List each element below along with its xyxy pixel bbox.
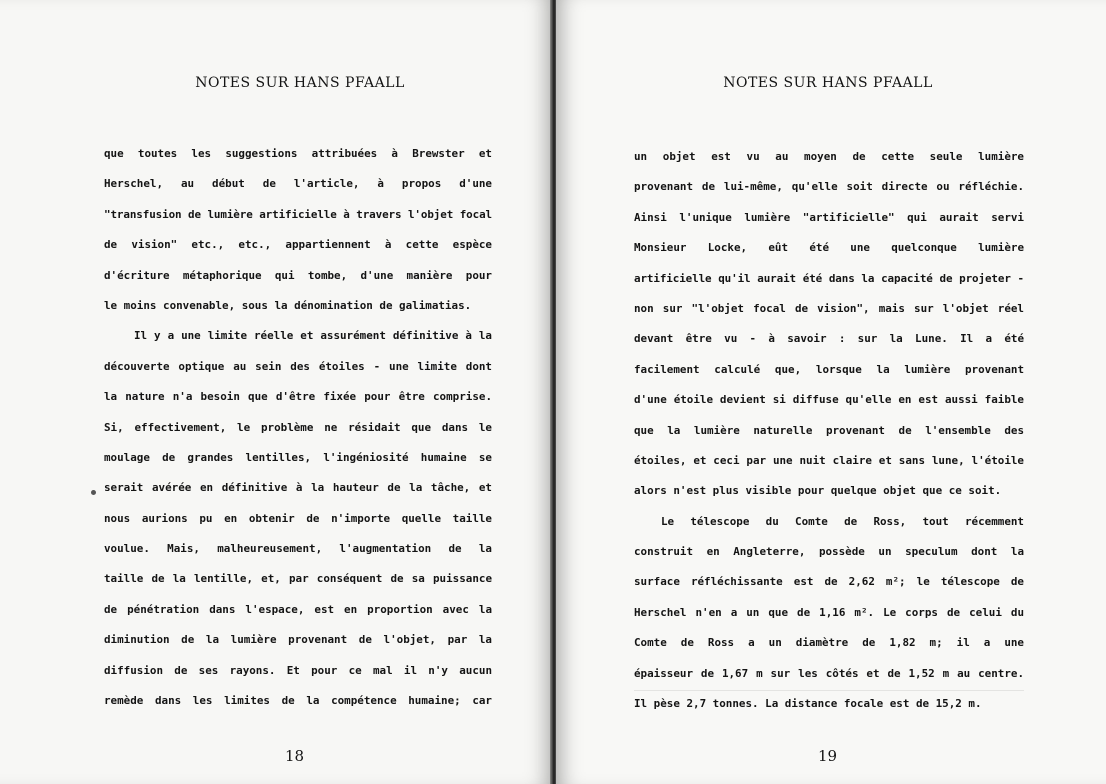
left-page [0,0,552,784]
text-line: Il pèse 2,7 tonnes. La distance focale est de 15,2 m. [634,697,982,711]
text-line: devant être vu - à savoir : sur la Lune. Il a été [634,332,1024,346]
text-line: "transfusion de lumière artificielle à travers l'objet focal [104,207,492,221]
page-number-right: 19 [818,747,838,765]
text-line: Il y a une limite réelle et assurément définitive à la [134,329,492,343]
text-line: provenant de lui-même, qu'elle soit directe ou réfléchie. [634,180,1024,194]
text-line: serait avérée en définitive à la hauteur de la tâche, et [104,481,492,495]
text-line: étoiles, et ceci par une nuit claire et sans lune, l'étoile [634,453,1024,467]
text-line: moulage de grandes lentilles, l'ingéniosité humaine se [104,450,492,464]
text-line: remède dans les limites de la compétence humaine; car [104,694,492,708]
text-line: nous aurions pu en obtenir de n'importe quelle taille [104,511,492,525]
text-line: de pénétration dans l'espace, est en proportion avec la [104,602,492,616]
text-line: Monsieur Locke, eût été une quelconque lumière [634,241,1024,255]
text-line: construit en Angleterre, possède un speculum dont la [634,545,1024,559]
right-body-text [634,142,1024,719]
text-line: voulue. Mais, malheureusement, l'augmentation de la [104,542,492,556]
text-line: alors n'est plus visible pour quelque objet que ce soit. [634,484,1002,498]
text-line: Herschel, au début de l'article, à propos d'une [104,177,492,191]
text-line: la nature n'a besoin que d'être fixée pour être comprise. [104,390,492,404]
text-line: taille de la lentille, et, par conséquent de sa puissance [104,572,492,586]
text-line: que la lumière naturelle provenant de l'ensemble des [634,423,1024,437]
text-line: facilement calculé que, lorsque la lumière provenant [634,362,1024,376]
text-line: un objet est vu au moyen de cette seule lumière [634,150,1024,163]
text-line: surface réfléchissante est de 2,62 m²; le télescope de [634,575,1024,589]
running-head-right: NOTES SUR HANS PFAALL [723,75,933,91]
text-line: le moins convenable, sous la dénomination de galimatias. [104,298,472,312]
text-line: diffusion de ses rayons. Et pour ce mal il n'y aucun [104,663,492,677]
text-line: diminution de la lumière provenant de l'objet, par la [104,633,492,647]
text-line: non sur "l'objet focal de vision", mais sur l'objet réel [634,301,1024,315]
text-line: d'écriture métaphorique qui tombe, d'une manière pour [104,268,492,282]
text-line: Ainsi l'unique lumière "artificielle" qui aurait servi [634,210,1024,224]
ink-speck [91,490,96,495]
text-line: découverte optique au sein des étoiles - une limite dont [104,359,492,373]
running-head-left: NOTES SUR HANS PFAALL [195,75,405,91]
left-body-text [104,139,492,716]
text-line: Si, effectivement, le problème ne résidait que dans le [104,420,492,434]
text-line: d'une étoile devient si diffuse qu'elle en est aussi faible [634,393,1024,407]
text-line: épaisseur de 1,67 m sur les côtés et de 1,52 m au centre. [634,666,1024,680]
right-page [556,0,1106,784]
text-line: artificielle qu'il aurait été dans la capacité de projeter - [634,271,1024,285]
page-number-left: 18 [285,747,305,765]
text-line: Le télescope du Comte de Ross, tout récemment [661,514,1024,528]
text-line: Comte de Ross a un diamètre de 1,82 m; il a une [634,636,1024,650]
text-line: que toutes les suggestions attribuées à Brewster et [104,147,492,160]
footnote-rule [634,690,1024,691]
text-line: de vision" etc., etc., appartiennent à cette espèce [104,238,492,252]
text-line: Herschel n'en a un que de 1,16 m². Le corps de celui du [634,605,1024,619]
